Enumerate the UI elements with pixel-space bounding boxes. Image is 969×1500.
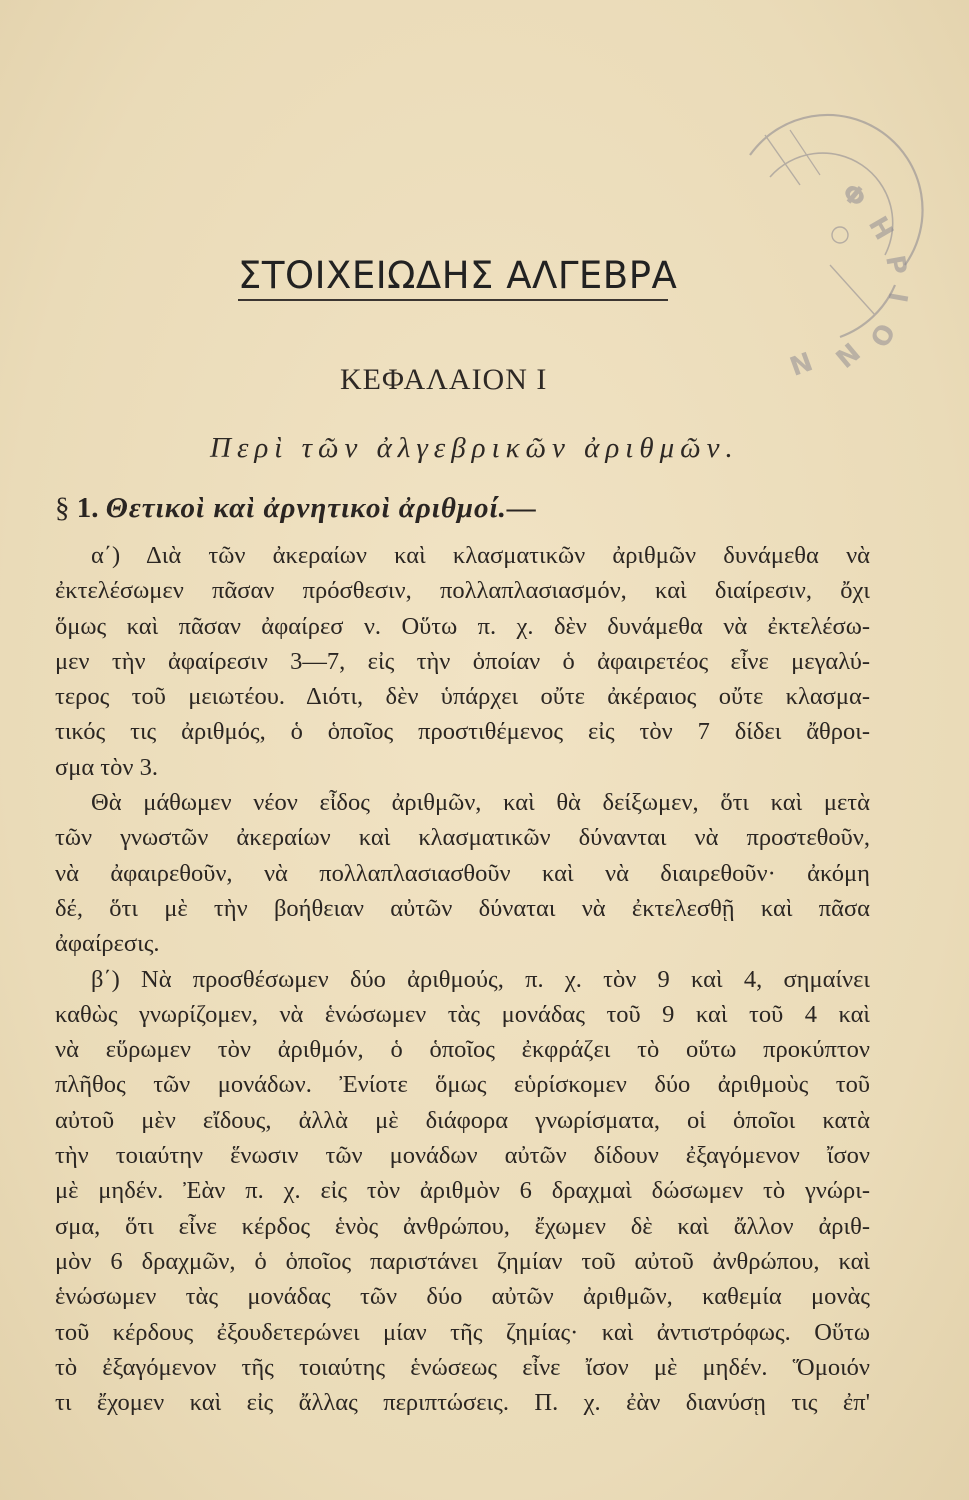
text-line: τικός τις ἀριθμός, ὁ ὁποῖος προστιθέμενος εἰς τὸν 7 δίδει ἄθροι- bbox=[55, 718, 870, 746]
text-line: σμα, ὅτι εἶνε κέρδος ἑνὸς ἀνθρώπου, ἔχωμεν δὲ καὶ ἄλλον ἀριθ- bbox=[55, 1212, 870, 1240]
text-line: α΄) Διὰ τῶν ἀκεραίων καὶ κλασματικῶν ἀριθμῶν δυνάμεθα νὰ bbox=[91, 542, 870, 569]
svg-text:Ρ: Ρ bbox=[879, 253, 912, 277]
text-line: νὰ εὕρωμεν τὸν ἀριθμόν, ὁ ὁποῖος ἐκφράζει τὸ οὕτω προκύπτον bbox=[55, 1036, 870, 1064]
library-stamp bbox=[690, 115, 930, 381]
text-line: δέ, ὅτι μὲ τὴν βοήθειαν αὐτῶν δύναται νὰ ἐκτελεσθῇ καὶ πᾶσα bbox=[55, 894, 870, 922]
text-line: Θὰ μάθωμεν νέον εἶδος ἀριθμῶν, καὶ θὰ δείξωμεν, ὅτι καὶ μετὰ bbox=[91, 789, 870, 817]
text-line: τοῦ κέρδους ἐξουδετερώνει μίαν τῆς ζημίας· καὶ ἀντιστρόφως. Οὕτω bbox=[55, 1318, 870, 1346]
text-line: τερος τοῦ μειωτέου. Διότι, δὲν ὑπάρχει οὔτε ἀκέραιος οὔτε κλασμα- bbox=[55, 683, 870, 711]
chapter-heading: ΚΕΦΑΛΑΙΟΝ Ι bbox=[340, 363, 548, 396]
text-line: σμα τὸν 3. bbox=[55, 753, 158, 781]
book-title: ΣΤΟΙΧΕΙΩΔΗΣ ΑΛΓΕΒΡΑ bbox=[238, 254, 678, 297]
svg-text:Ο: Ο bbox=[862, 317, 900, 352]
title-underline bbox=[238, 299, 668, 301]
text-line: ἀφαίρεσις. bbox=[55, 930, 160, 958]
chapter-subtitle: Περὶ τῶν ἀλγεβρικῶν ἀριθμῶν. bbox=[210, 432, 739, 464]
svg-text:Ι: Ι bbox=[881, 289, 913, 305]
body-text bbox=[55, 538, 870, 1420]
text-line: β΄) Νὰ προσθέσωμεν δύο ἀριθμούς, π. χ. τὸν 9 καὶ 4, σημαίνει bbox=[91, 965, 870, 993]
svg-text:Ν: Ν bbox=[785, 344, 816, 381]
section-title: Θετικοὶ καὶ ἀρνητικοὶ ἀριθμοί.— bbox=[105, 492, 537, 524]
text-line: μὲ μηδέν. Ἐὰν π. χ. εἰς τὸν ἀριθμὸν 6 δραχμαὶ δώσωμεν τὸ γνώρι- bbox=[55, 1177, 870, 1205]
text-line: μεν τὴν ἀφαίρεσιν 3—7, εἰς τὴν ὁποίαν ὁ ἀφαιρετέος εἶνε μεγαλύ- bbox=[55, 647, 870, 675]
text-line: πλῆθος τῶν μονάδων. Ἐνίοτε ὅμως εὑρίσκομεν δύο ἀριθμοὺς τοῦ bbox=[55, 1071, 870, 1099]
text-line: ἑνώσωμεν τὰς μονάδας τῶν δύο αὐτῶν ἀριθμῶν, καθεμία μονὰς bbox=[55, 1283, 870, 1311]
text-line: τὴν τοιαύτην ἕνωσιν τῶν μονάδων αὐτῶν δίδουν ἐξαγόμενον ἴσον bbox=[55, 1142, 870, 1170]
text-line: καθὼς γνωρίζομεν, νὰ ἑνώσωμεν τὰς μονάδας τοῦ 9 καὶ τοῦ 4 καὶ bbox=[55, 1000, 870, 1028]
section-heading bbox=[55, 492, 537, 525]
text-line: αὐτοῦ μὲν εἴδους, ἀλλὰ μὲ διάφορα γνωρίσματα, οἱ ὁποῖοι κατὰ bbox=[55, 1106, 870, 1134]
text-line: ἐκτελέσωμεν πᾶσαν πρόσθεσιν, πολλαπλασιασμόν, καὶ διαίρεσιν, ὄχι bbox=[55, 577, 870, 605]
section-symbol: § bbox=[55, 492, 70, 524]
text-line: τι ἔχομεν καὶ εἰς ἄλλας περιπτώσεις. Π. χ. ἐὰν διανύσῃ τις ἐπ' bbox=[55, 1389, 870, 1417]
svg-text:Φ: Φ bbox=[835, 177, 872, 215]
text-line: μὸν 6 δραχμῶν, ὁ ὁποῖος παριστάνει ζημίαν τοῦ αὐτοῦ ἀνθρώπου, καὶ bbox=[55, 1247, 870, 1275]
section-number: 1. bbox=[76, 492, 99, 524]
text-line: τῶν γνωστῶν ἀκεραίων καὶ κλασματικῶν δύνανται νὰ προστεθοῦν, bbox=[55, 824, 870, 852]
svg-text:Ν: Ν bbox=[828, 335, 865, 373]
text-line: ὅμως καὶ πᾶσαν ἀφαίρεσ ν. Οὕτω π. χ. δὲν δυνάμεθα νὰ ἐκτελέσω- bbox=[55, 612, 870, 640]
text-line: νὰ ἀφαιρεθοῦν, νὰ πολλαπλασιασθοῦν καὶ νὰ διαιρεθοῦν· ἀκόμη bbox=[55, 859, 870, 887]
text-line: τὸ ἐξαγόμενον τῆς τοιαύτης ἑνώσεως εἶνε ἴσον μὲ μηδέν. Ὅμοιόν bbox=[55, 1353, 870, 1381]
svg-text:Η: Η bbox=[861, 211, 899, 246]
